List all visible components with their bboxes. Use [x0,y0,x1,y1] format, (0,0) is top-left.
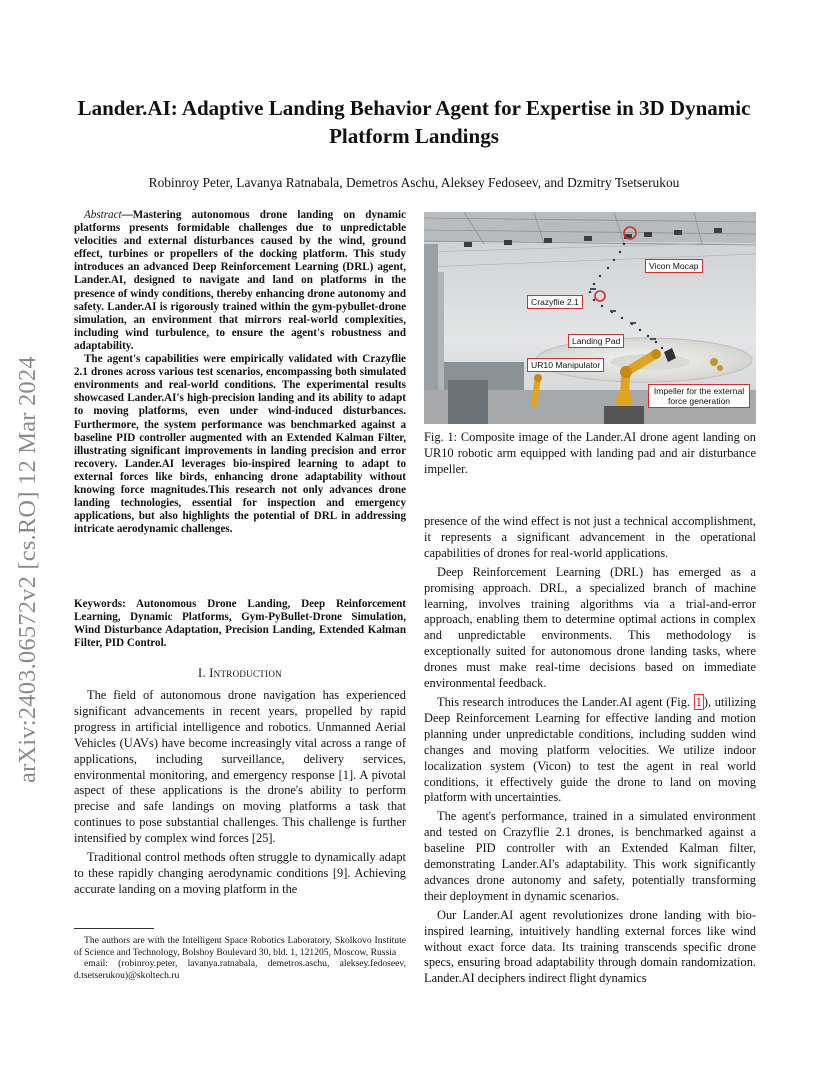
label-impeller: Impeller for the external force generation [648,384,750,408]
author-list: Robinroy Peter, Lavanya Ratnabala, Demetros Aschu, Aleksey Fedoseev, and Dzmitry Tsetserukou [148,175,680,190]
right-paragraph-drl: Deep Reinforcement Learning (DRL) has emerged as a promising approach. DRL, a specialized branch of machine learning, involves training algorithms via a trial-and-error approach, enabling them to determine optimal actions in complex and unpredictable environments. This methodology is exceptionally suited for autonomous drone landing tasks, where drones must make real-time decisions based on immediate environmental feedback. [424,564,756,691]
lander-text-after: ), utilizing Deep Reinforcement Learning for effective landing and motion planning under unpredictable conditions, including sudden wind changes and moving platform velocities. We utilize indoor localization system (Vicon) to test the agent in real world conditions, it effectively guide the drone to land on moving platform with uncertainties. [424,694,756,805]
intro-paragraph-2: Traditional control methods often struggle to dynamically adapt to these rapidly changing aerodynamic conditions [9]. Achieving accurate landing on a moving platform in the [74,850,406,896]
right-paragraph-lander [424,695,756,806]
abstract-paragraph-2: The agent's capabilities were empirically validated with Crazyflie 2.1 drones across various test scenarios, encompassing both simulated environments and real-world conditions. The experimental results showcased Lander.AI's high-precision landing and its ability to adapt to moving platforms, even under wind-induced disturbances. Furthermore, the system performance was benchmarked against a baseline PID controller augmented with an Extended Kalman Filter, illustrating significant improvements in landing precision and error recovery. Lander.AI leverages bio-inspired learning to adapt to external forces like birds, enhancing drone adaptability without knowing force magnitudes.This research not only advances drone landing technologies, essential for inspection and emergency applications, but also highlights the potential of DRL in addressing intricate aerodynamic challenges. [74,353,406,536]
right-paragraph-performance: The agent's performance, trained in a simulated environment and tested on Crazyflie 2.1 drones, is benchmarked against a baseline PID controller with an Extended Kalman filter, demonstrating Lander.AI's adaptability. This work significantly advances drone autonomy and safety, potentially transforming their deployment in dynamic scenarios. [424,809,756,903]
figure-reference-link[interactable]: 1 [695,694,702,709]
abstract [74,209,406,536]
intro-paragraph-1: The field of autonomous drone navigation has experienced significant advancements in recent years, propelled by rapid progress in artificial intelligence and robotics. Unmanned Aerial Vehicles (UAVs) have become increasingly vital across a range of applications, including surveillance, delivery services, environmental monitoring, and emergency response [1]. A pivotal aspect of these applications is the drone's ability to perform precise and safe landings on moving platforms a task that continues to pose substantial challenges. This challenge is further intensified by complex wind forces [25]. [74,688,406,846]
footnote-email: email: (robinroy.peter, lavanya.ratnabala, demetros.aschu, aleksey.fedoseev, d.tsetserukou)@skoltech.ru [74,958,406,982]
paper-title: Lander.AI: Adaptive Landing Behavior Agent for Expertise in 3D Dynamic Platform Landings [77,96,751,148]
label-vicon-mocap: Vicon Mocap [645,259,703,273]
label-ur10-manipulator: UR10 Manipulator [527,358,604,372]
section-name: Introduction [209,666,282,680]
label-landing-pad: Landing Pad [568,334,624,348]
affiliation-footnote [74,935,406,982]
abstract-label: Abstract [84,209,122,221]
abstract-text-1: Mastering autonomous drone landing on dynamic platforms presents formidable challenges due to unpredictable velocities and external disturbances caused by the wind, ground effect, turbines or propellers of the docking platform. This study introduces an advanced Deep Reinforcement Learning (DRL) agent, Lander.AI, designed to navigate and land on platforms in the presence of windy conditions, thereby enhancing drone autonomy and safety. Lander.AI is rigorously trained within the gym-pybullet-drone simulation, an environment that mirrors real-world complexities, including wind turbulence, to ensure the agent's robustness and adaptability. [74,209,406,352]
lander-text-before: This research introduces the Lander.AI agent (Fig. [437,694,694,709]
abstract-paragraph-1 [74,209,406,353]
right-paragraph-continued: presence of the wind effect is not just a technical accomplishment, it represents a significant advancement in the operational capabilities of drones for real-world applications. [424,514,756,560]
arxiv-identifier: arXiv:2403.06572v2 [cs.RO] 12 Mar 2024 [14,356,41,783]
footnote-divider [74,928,154,929]
abstract-dash: — [121,209,133,221]
keywords: Keywords: Autonomous Drone Landing, Deep Reinforcement Learning, Dynamic Platforms, Gym-PyBullet-Drone Simulation, Wind Disturbance Adaptation, Precision Landing, Extended Kalman Filter, PID Control. [74,598,406,650]
right-paragraph-bioinspired: Our Lander.AI agent revolutionizes drone landing with bio-inspired learning, intuitively handling external forces like wind without exact force data. Its training transcends specific drone specs, ensuring broad adaptability through domain randomization. Lander.AI deciphers indirect flight dynamics [424,907,756,986]
figure-1-caption: Fig. 1: Composite image of the Lander.AI drone agent landing on UR10 robotic arm equipped with landing pad and air disturbance impeller. [424,430,756,476]
label-crazyflie: Crazyflie 2.1 [527,295,583,309]
introduction-body [74,688,406,901]
section-heading-introduction [74,666,406,681]
figure-1-photo [424,212,756,424]
right-column-body [424,514,756,990]
footnote-affiliation: The authors are with the Intelligent Space Robotics Laboratory, Skolkovo Institute of Science and Technology, Bolshoy Boulevard 30, bld. 1, 121205, Moscow, Russia [74,935,406,958]
section-number: I. [198,666,206,680]
